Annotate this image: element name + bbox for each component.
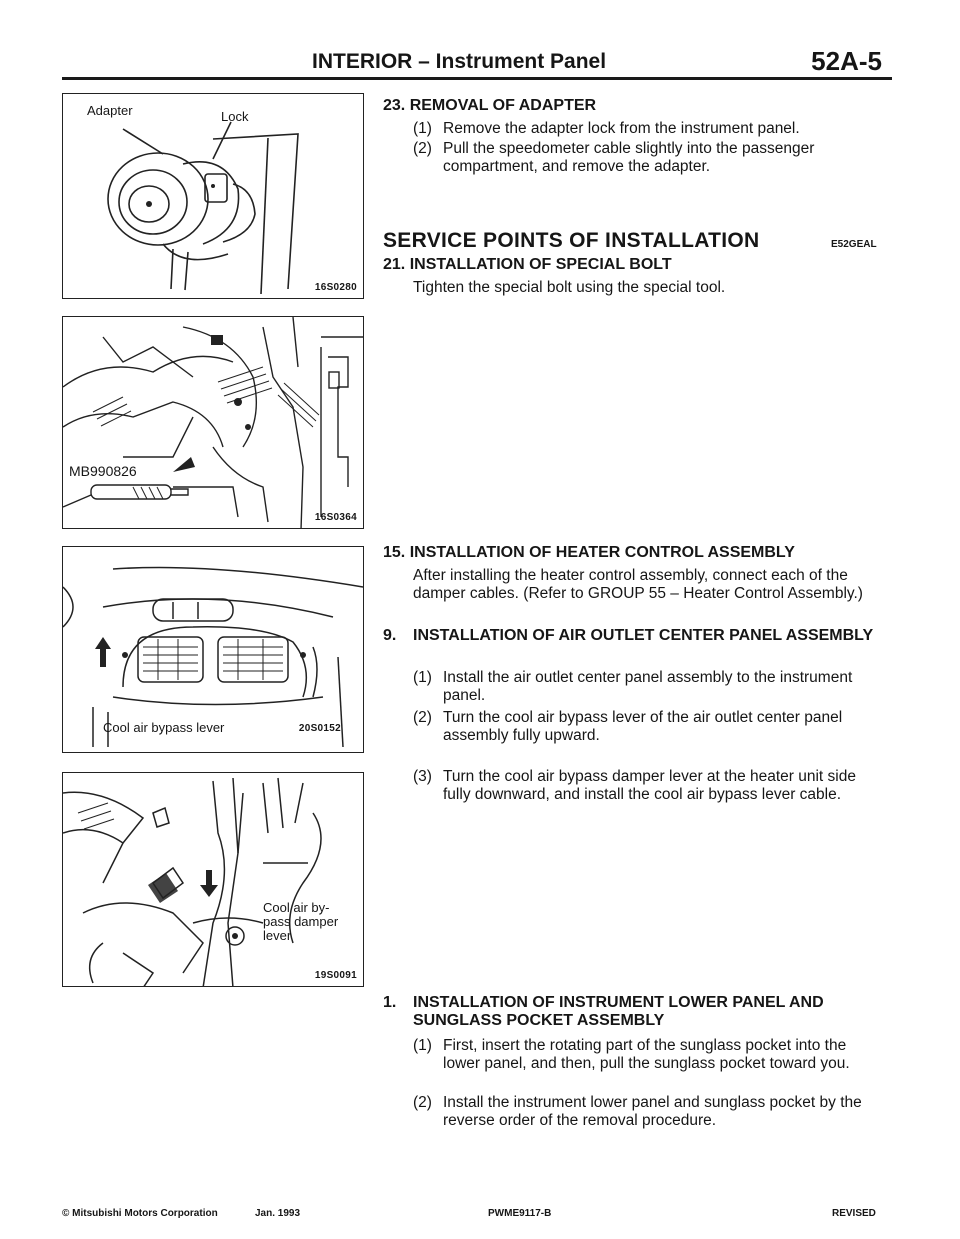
s21-heading — [383, 256, 883, 274]
figure-code: 16S0280 — [314, 282, 357, 293]
page-number: 52A-5 — [811, 46, 882, 76]
footer-date: Jan. 1993 — [255, 1208, 301, 1219]
s21-heading-text: INSTALLATION OF SPECIAL BOLT — [409, 256, 672, 273]
step-number: (1) — [413, 669, 432, 686]
footer-publication-number: PWME9117-B — [488, 1208, 552, 1219]
step-number: (2) — [413, 1094, 432, 1111]
page-title: INTERIOR – Instrument Panel — [312, 50, 607, 73]
service-points-title: SERVICE POINTS OF INSTALLATION — [383, 229, 760, 252]
s21-text: Tighten the special bolt using the special tool. — [413, 279, 726, 296]
step-text: Turn the cool air bypass damper lever at the heater unit side fully downward, and install the cool air bypass lever cable. — [443, 768, 856, 803]
damper-lever-illustration — [63, 773, 364, 987]
figure-code: 20S0152 — [298, 723, 341, 734]
special-tool-illustration — [63, 317, 364, 529]
step-number: (1) — [413, 120, 432, 137]
figure-label-cool-air-bypass-lever: Cool air bypass lever — [103, 720, 225, 735]
removal-heading-text: REMOVAL OF ADAPTER — [409, 97, 597, 114]
figure-code: 16S0364 — [314, 512, 357, 523]
step-number: (2) — [413, 140, 432, 157]
s9-heading-text: INSTALLATION OF AIR OUTLET CENTER PANEL ASSEMBLY — [413, 627, 874, 644]
figure-label-adapter: Adapter — [87, 103, 133, 118]
step-number: (2) — [413, 709, 432, 726]
figure-label-lock: Lock — [221, 109, 249, 124]
step-text: Install the instrument lower panel and sunglass pocket by the reverse order of the removal procedure. — [443, 1094, 862, 1129]
s15-heading-number: 15. — [383, 544, 406, 561]
figure-adapter-lock — [62, 93, 364, 299]
s21-heading-number: 21. — [383, 256, 406, 273]
step-number: (1) — [413, 1037, 432, 1054]
step-text: Remove the adapter lock from the instrument panel. — [443, 120, 800, 137]
special-tool-label: MB990826 — [69, 463, 137, 479]
step-text: First, insert the rotating part of the sunglass pocket into the lower panel, and then, pull the sunglass pocket toward you. — [443, 1037, 850, 1072]
footer-copyright: © Mitsubishi Motors Corporation — [62, 1208, 218, 1219]
figure-label-cool-air-bypass-damper-lever: Cool air by- pass damper lever — [263, 900, 339, 943]
figure-cool-air-bypass-lever — [62, 546, 364, 753]
s15-text: After installing the heater control assembly, connect each of the damper cables. (Refer to GROUP 55 – Heater Control Assembly.) — [413, 567, 863, 602]
removal-heading-number: 23. — [383, 97, 406, 114]
service-points-code: E52GEAL — [831, 239, 877, 250]
figure-code: 19S0091 — [314, 970, 357, 981]
step-text: Pull the speedometer cable slightly into the passenger compartment, and remove the adapter. — [443, 140, 815, 175]
adapter-illustration — [63, 94, 364, 299]
step-text: Install the air outlet center panel assembly to the instrument panel. — [443, 669, 853, 704]
step-number: (3) — [413, 768, 432, 785]
s15-heading — [383, 544, 883, 562]
s9-heading-number: 9. — [383, 627, 397, 644]
figure-damper-lever — [62, 772, 364, 987]
footer-status: REVISED — [832, 1208, 876, 1219]
text-column — [383, 0, 883, 1239]
s1-heading-text: INSTALLATION OF INSTRUMENT LOWER PANEL AND SUNGLASS POCKET ASSEMBLY — [413, 994, 824, 1029]
step-text: Turn the cool air bypass lever of the air outlet center panel assembly fully upward. — [443, 709, 843, 744]
removal-heading — [383, 97, 883, 115]
s1-heading-number: 1. — [383, 994, 397, 1011]
figure-special-tool — [62, 316, 364, 529]
s15-heading-text: INSTALLATION OF HEATER CONTROL ASSEMBLY — [409, 544, 795, 561]
